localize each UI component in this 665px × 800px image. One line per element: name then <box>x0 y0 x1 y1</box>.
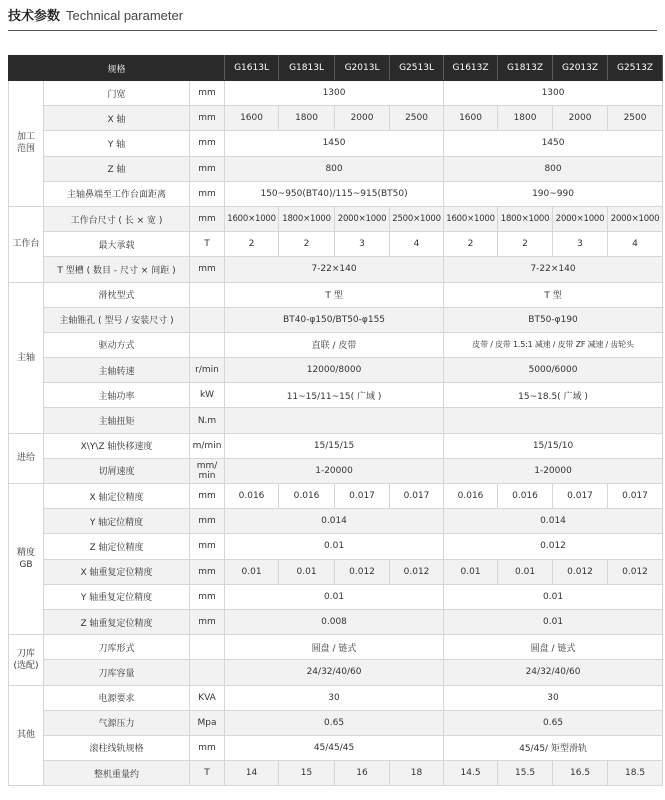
value-cell: 1600×1000 <box>444 206 498 231</box>
row-unit: mm/ min <box>190 458 225 483</box>
row-unit: mm <box>190 484 225 509</box>
table-row <box>9 710 663 735</box>
value-cell: 0.012 <box>553 559 608 584</box>
table-row <box>9 408 663 433</box>
row-label: 主轴锥孔 ( 型号 / 安装尺寸 ) <box>44 307 190 332</box>
value-cell: 0.017 <box>335 484 390 509</box>
row-label: 切屑速度 <box>44 458 190 483</box>
value-cell: 0.012 <box>335 559 390 584</box>
table-row <box>9 635 663 660</box>
table-row <box>9 332 663 357</box>
table-row <box>9 685 663 710</box>
row-unit: mm <box>190 156 225 181</box>
value-cell: 15 <box>279 761 335 786</box>
row-label: Y 轴 <box>44 131 190 156</box>
value-cell: 15/15/10 <box>444 433 663 458</box>
row-label: Z 轴定位精度 <box>44 534 190 559</box>
row-label: X 轴定位精度 <box>44 484 190 509</box>
model-header: G2013L <box>335 56 390 81</box>
row-unit: T <box>190 761 225 786</box>
value-cell: 2000 <box>335 106 390 131</box>
value-cell: 1450 <box>444 131 663 156</box>
value-cell: 1450 <box>225 131 444 156</box>
value-cell: 2500 <box>608 106 663 131</box>
value-cell: 7-22×140 <box>444 257 663 282</box>
value-cell: 18.5 <box>608 761 663 786</box>
value-cell: 0.012 <box>390 559 444 584</box>
value-cell: 0.01 <box>444 609 663 634</box>
value-cell: 2 <box>279 232 335 257</box>
value-cell: 0.014 <box>225 509 444 534</box>
row-unit: mm <box>190 131 225 156</box>
value-cell: 0.016 <box>444 484 498 509</box>
value-cell: 1600 <box>444 106 498 131</box>
value-cell: 0.016 <box>225 484 279 509</box>
row-label: 最大承载 <box>44 232 190 257</box>
row-unit <box>190 307 225 332</box>
value-cell: 皮带 / 皮带 1.5:1 减速 / 皮带 ZF 减速 / 齿轮头 <box>444 332 663 357</box>
row-unit <box>190 282 225 307</box>
row-label: 滑枕型式 <box>44 282 190 307</box>
row-unit <box>190 332 225 357</box>
model-header: G2513Z <box>608 56 663 81</box>
row-label: T 型槽 ( 数目 - 尺寸 × 间距 ) <box>44 257 190 282</box>
row-unit: Mpa <box>190 710 225 735</box>
value-cell: 0.016 <box>279 484 335 509</box>
row-unit: T <box>190 232 225 257</box>
value-cell: 2000×1000 <box>553 206 608 231</box>
value-cell: 圆盘 / 链式 <box>225 635 444 660</box>
model-header: G2013Z <box>553 56 608 81</box>
value-cell: 190~990 <box>444 181 663 206</box>
header-row <box>9 56 663 81</box>
value-cell: 1800×1000 <box>279 206 335 231</box>
value-cell: 24/32/40/60 <box>444 660 663 685</box>
value-cell: T 型 <box>444 282 663 307</box>
table-row <box>9 232 663 257</box>
value-cell: 0.012 <box>444 534 663 559</box>
row-label: 工作台尺寸 ( 长 × 宽 ) <box>44 206 190 231</box>
model-header: G1813L <box>279 56 335 81</box>
value-cell: 0.01 <box>498 559 553 584</box>
value-cell: 14 <box>225 761 279 786</box>
table-row <box>9 156 663 181</box>
row-unit: kW <box>190 383 225 408</box>
row-label: 主轴功率 <box>44 383 190 408</box>
value-cell: 0.017 <box>390 484 444 509</box>
value-cell: BT40-φ150/BT50-φ155 <box>225 307 444 332</box>
value-cell: 5000/6000 <box>444 358 663 383</box>
table-row <box>9 584 663 609</box>
value-cell: 30 <box>444 685 663 710</box>
row-label: 门宽 <box>44 81 190 106</box>
value-cell: 15/15/15 <box>225 433 444 458</box>
value-cell: 1-20000 <box>225 458 444 483</box>
row-unit: mm <box>190 735 225 760</box>
row-unit: N.m <box>190 408 225 433</box>
row-unit: mm <box>190 81 225 106</box>
table-row <box>9 761 663 786</box>
value-cell: 0.017 <box>553 484 608 509</box>
value-cell: 1600 <box>225 106 279 131</box>
value-cell: 1-20000 <box>444 458 663 483</box>
row-unit: mm <box>190 181 225 206</box>
table-row <box>9 509 663 534</box>
value-cell: 2 <box>225 232 279 257</box>
table-row <box>9 559 663 584</box>
value-cell: 0.014 <box>444 509 663 534</box>
title-english: Technical parameter <box>66 8 184 23</box>
value-cell: 30 <box>225 685 444 710</box>
value-cell: 1800×1000 <box>498 206 553 231</box>
value-cell: 3 <box>553 232 608 257</box>
row-unit: mm <box>190 509 225 534</box>
row-label: X 轴重复定位精度 <box>44 559 190 584</box>
row-label: 滚柱线轨规格 <box>44 735 190 760</box>
value-cell: 0.01 <box>279 559 335 584</box>
table-row <box>9 660 663 685</box>
value-cell: 2 <box>498 232 553 257</box>
value-cell: T 型 <box>225 282 444 307</box>
model-header: G1813Z <box>498 56 553 81</box>
row-unit: KVA <box>190 685 225 710</box>
value-cell: 1800 <box>498 106 553 131</box>
value-cell: 0.65 <box>444 710 663 735</box>
group-label: 工作台 <box>9 206 44 282</box>
row-label: 刀库形式 <box>44 635 190 660</box>
row-label: Z 轴 <box>44 156 190 181</box>
header-divider <box>8 30 657 31</box>
value-cell: 15~18.5( 广域 ) <box>444 383 663 408</box>
value-cell: 0.012 <box>608 559 663 584</box>
group-label: 主轴 <box>9 282 44 433</box>
value-cell <box>225 408 444 433</box>
value-cell: 2500×1000 <box>390 206 444 231</box>
table-row <box>9 735 663 760</box>
table-row <box>9 383 663 408</box>
value-cell: 4 <box>608 232 663 257</box>
value-cell: 0.017 <box>608 484 663 509</box>
value-cell: 800 <box>225 156 444 181</box>
value-cell: 2 <box>444 232 498 257</box>
value-cell: 15.5 <box>498 761 553 786</box>
row-unit <box>190 660 225 685</box>
row-label: X 轴 <box>44 106 190 131</box>
table-row <box>9 81 663 106</box>
value-cell: 直联 / 皮带 <box>225 332 444 357</box>
row-unit: mm <box>190 206 225 231</box>
row-unit: mm <box>190 534 225 559</box>
value-cell: 1300 <box>444 81 663 106</box>
model-header: G1613L <box>225 56 279 81</box>
row-unit: mm <box>190 609 225 634</box>
value-cell: 4 <box>390 232 444 257</box>
value-cell: 0.01 <box>444 559 498 584</box>
value-cell: 24/32/40/60 <box>225 660 444 685</box>
group-label: 刀库 (选配) <box>9 635 44 685</box>
value-cell: 3 <box>335 232 390 257</box>
table-row <box>9 282 663 307</box>
table-row <box>9 206 663 231</box>
value-cell: 800 <box>444 156 663 181</box>
value-cell: 2000×1000 <box>608 206 663 231</box>
value-cell: 18 <box>390 761 444 786</box>
value-cell: 16.5 <box>553 761 608 786</box>
group-label: 加工 范围 <box>9 81 44 207</box>
value-cell: 圆盘 / 链式 <box>444 635 663 660</box>
value-cell: 0.65 <box>225 710 444 735</box>
row-unit: m/min <box>190 433 225 458</box>
row-unit: mm <box>190 106 225 131</box>
value-cell: 0.01 <box>225 559 279 584</box>
value-cell: 0.016 <box>498 484 553 509</box>
table-row <box>9 534 663 559</box>
table-row <box>9 307 663 332</box>
table-row <box>9 106 663 131</box>
value-cell: 7-22×140 <box>225 257 444 282</box>
value-cell: 0.01 <box>225 584 444 609</box>
row-label: 刀库容量 <box>44 660 190 685</box>
value-cell: 45/45/45 <box>225 735 444 760</box>
row-label: 气源压力 <box>44 710 190 735</box>
value-cell: 1600×1000 <box>225 206 279 231</box>
value-cell: 45/45/ 矩型滑轨 <box>444 735 663 760</box>
group-label: 精度 GB <box>9 484 44 635</box>
model-header: G2513L <box>390 56 444 81</box>
value-cell: 1300 <box>225 81 444 106</box>
spec-table <box>8 55 663 786</box>
row-label: 电源要求 <box>44 685 190 710</box>
row-label: Y 轴定位精度 <box>44 509 190 534</box>
value-cell: 11~15/11~15( 广域 ) <box>225 383 444 408</box>
model-header: G1613Z <box>444 56 498 81</box>
table-row <box>9 609 663 634</box>
group-label: 进给 <box>9 433 44 483</box>
row-label: X\Y\Z 轴快移速度 <box>44 433 190 458</box>
row-unit: mm <box>190 584 225 609</box>
table-row <box>9 433 663 458</box>
value-cell: 0.01 <box>444 584 663 609</box>
value-cell: 2000×1000 <box>335 206 390 231</box>
table-row <box>9 484 663 509</box>
row-label: Y 轴重复定位精度 <box>44 584 190 609</box>
row-label: Z 轴重复定位精度 <box>44 609 190 634</box>
row-label: 驱动方式 <box>44 332 190 357</box>
table-row <box>9 257 663 282</box>
value-cell: 0.008 <box>225 609 444 634</box>
value-cell: 150~950(BT40)/115~915(BT50) <box>225 181 444 206</box>
row-label: 整机重量约 <box>44 761 190 786</box>
value-cell: BT50-φ190 <box>444 307 663 332</box>
spec-header: 规格 <box>9 56 225 81</box>
row-label: 主轴转速 <box>44 358 190 383</box>
value-cell <box>444 408 663 433</box>
group-label: 其他 <box>9 685 44 786</box>
value-cell: 16 <box>335 761 390 786</box>
row-label: 主轴扭矩 <box>44 408 190 433</box>
value-cell: 1800 <box>279 106 335 131</box>
table-row <box>9 131 663 156</box>
value-cell: 14.5 <box>444 761 498 786</box>
value-cell: 0.01 <box>225 534 444 559</box>
row-unit <box>190 635 225 660</box>
row-unit: r/min <box>190 358 225 383</box>
row-label: 主轴鼻端至工作台面距离 <box>44 181 190 206</box>
value-cell: 2500 <box>390 106 444 131</box>
value-cell: 12000/8000 <box>225 358 444 383</box>
row-unit: mm <box>190 257 225 282</box>
title-chinese: 技术参数 <box>8 9 61 24</box>
value-cell: 2000 <box>553 106 608 131</box>
table-row <box>9 358 663 383</box>
row-unit: mm <box>190 559 225 584</box>
table-row <box>9 458 663 483</box>
page-header <box>8 5 183 27</box>
table-row <box>9 181 663 206</box>
